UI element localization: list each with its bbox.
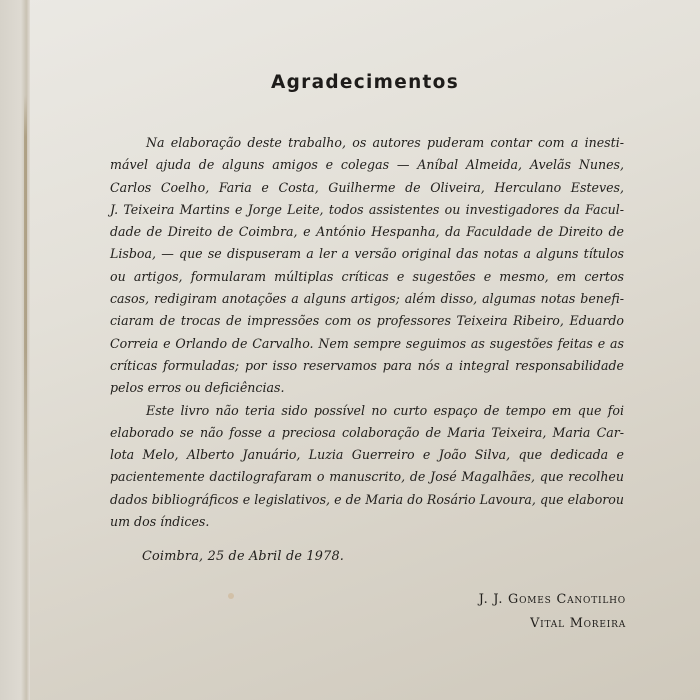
text-line: dados bibliográficos e legislativos, e de Maria do Rosário Lavoura, que elaborou	[110, 491, 624, 507]
author-name: J. J. Gomes Canotilho	[478, 592, 626, 607]
text-line: um dos índices.	[110, 514, 210, 530]
text-line: pelos erros ou deficiências.	[110, 380, 285, 396]
text-line: críticas formuladas; por isso reservamos para nós a integral responsabilidade	[110, 357, 624, 373]
date-line: Coimbra, 25 de Abril de 1978.	[142, 549, 345, 564]
text-line: Este livro não teria sido possível no curto espaço de tempo em que foi	[146, 402, 624, 418]
paper-stain	[228, 593, 234, 599]
text-line: J. Teixeira Martins e Jorge Leite, todos assistentes ou investigadores da Facul-	[110, 201, 624, 217]
text-line: ou artigos, formularam múltiplas críticas e sugestões e mesmo, em certos	[110, 268, 624, 284]
text-line: mável ajuda de alguns amigos e colegas — Aníbal Almeida, Avelãs Nunes,	[110, 157, 624, 173]
text-line: casos, redigiram anotações a alguns artigos; além disso, algumas notas benefi-	[110, 291, 624, 307]
acknowledgements-text	[110, 132, 624, 533]
text-line: ciaram de trocas de impressões com os professores Teixeira Ribeiro, Eduardo	[110, 313, 624, 329]
text-line: Correia e Orlando de Carvalho. Nem sempre seguimos as sugestões feitas e as	[110, 335, 624, 351]
page-title: Agradecimentos	[270, 72, 460, 93]
author-name: Vital Moreira	[530, 616, 626, 631]
spine-crease	[24, 95, 27, 515]
text-line: Carlos Coelho, Faria e Costa, Guilherme de Oliveira, Herculano Esteves,	[110, 179, 624, 195]
text-line: Na elaboração deste trabalho, os autores puderam contar com a inesti-	[146, 135, 624, 150]
paragraph-2	[110, 400, 624, 534]
text-line: Lisboa, — que se dispuseram a ler a versão original das notas a alguns títulos	[110, 246, 624, 262]
text-line: dade de Direito de Coimbra, e António Hespanha, da Faculdade de Direito de	[110, 224, 624, 240]
text-line: elaborado se não fosse a preciosa colaboração de Maria Teixeira, Maria Car-	[110, 424, 624, 440]
text-line: lota Melo, Alberto Januário, Luzia Guerreiro e João Silva, que dedicada e	[110, 447, 624, 463]
paragraph-1	[110, 132, 624, 400]
signature-block	[479, 588, 626, 636]
text-line: pacientemente dactilografaram o manuscrito, de José Magalhães, que recolheu	[110, 469, 624, 485]
